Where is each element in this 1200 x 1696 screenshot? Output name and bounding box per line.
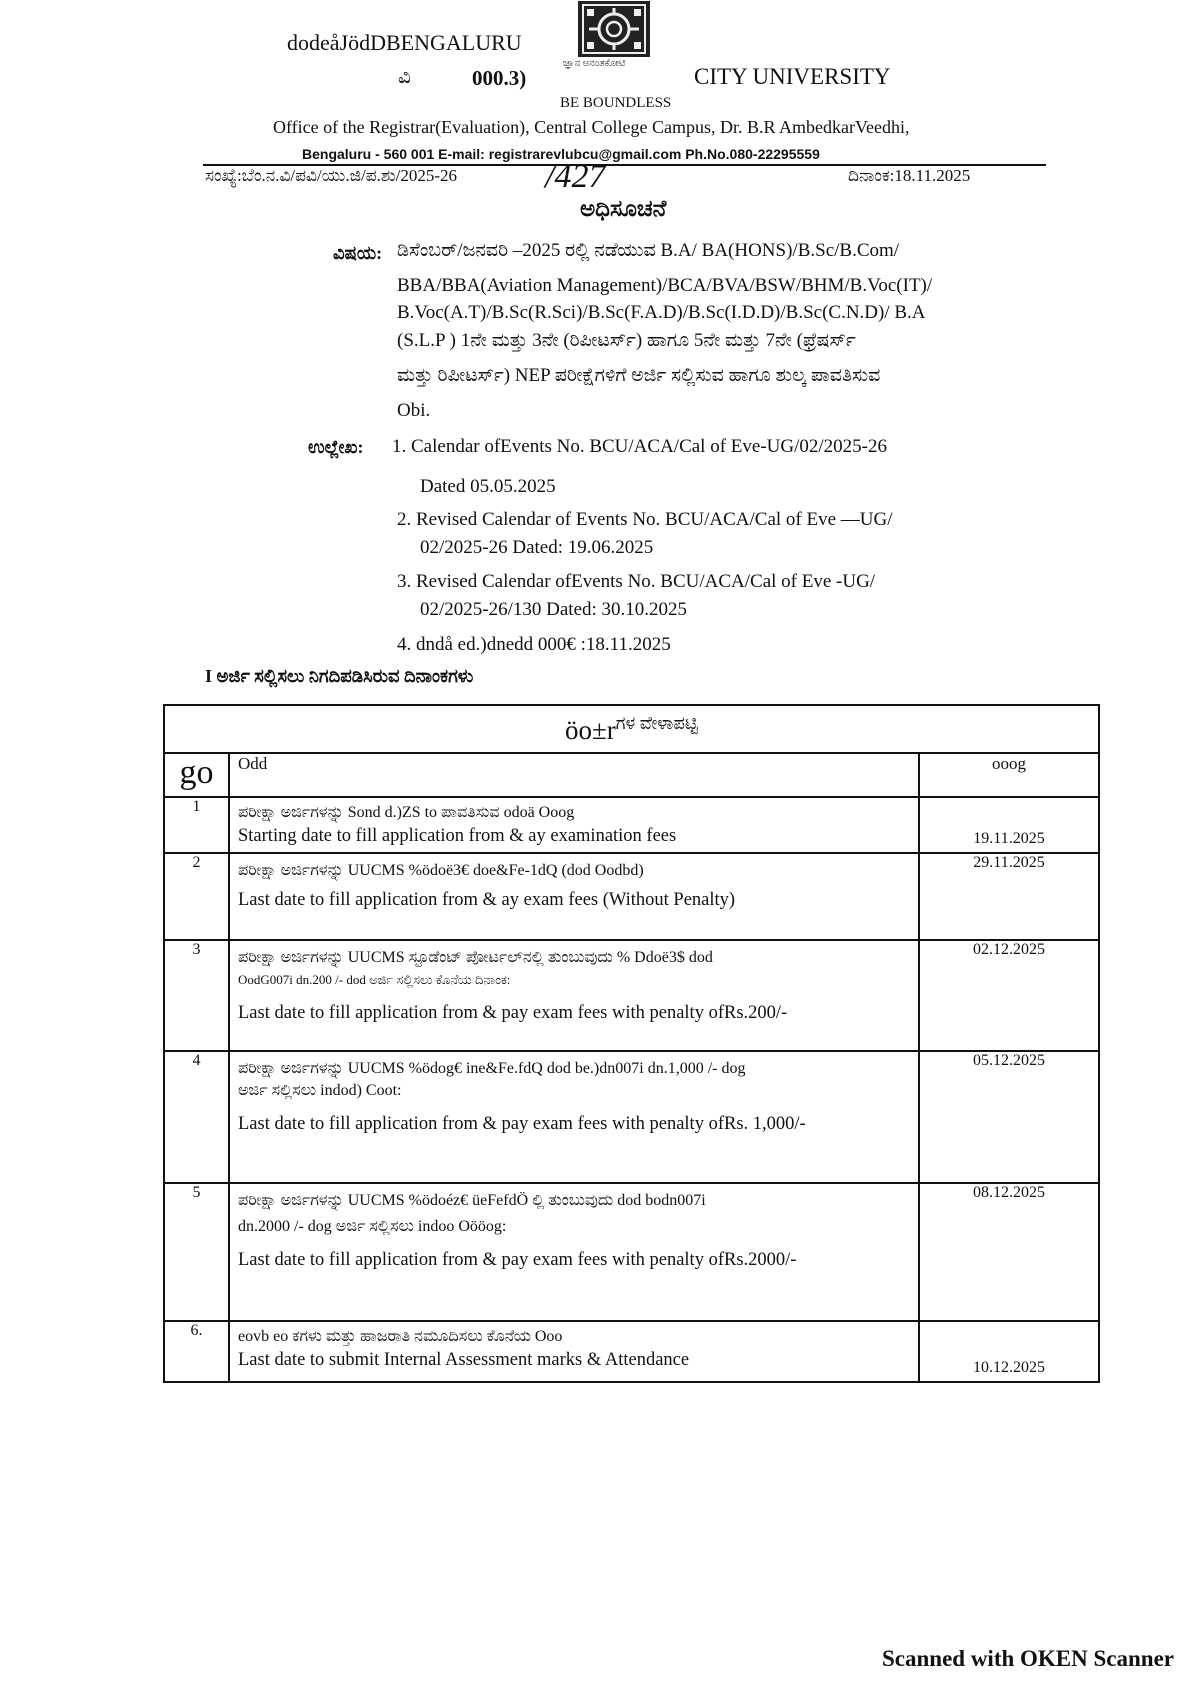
row-number: 2 [164, 853, 229, 940]
row-text-english: Last date to submit Internal Assessment marks & Attendance [238, 1350, 690, 1370]
row-text-kannada: ಪರೀಕ್ಷಾ ಅರ್ಜಿಗಳನ್ನು UUCMS %ödog€ ine&Fe.fdQ dod be.)dn007i dn.1,000 /- dog [238, 1060, 746, 1077]
table-row [164, 1051, 1099, 1183]
table-header-row [164, 753, 1099, 797]
subject-line: ಡಿಸೆಂಬರ್/ಜನವರಿ –2025 ರಲ್ಲಿ ನಡೆಯುವ B.A/ BA(HONS)/B.Sc/B.Com/ [397, 240, 900, 261]
row-text-kannada: ಅರ್ಜಿ ಸಲ್ಲಿಸಲು indod) Coot: [238, 1082, 402, 1099]
schedule-table [163, 704, 1100, 1383]
row-text-kannada: eovb eo ಕಗಳು ಮತ್ತು ಹಾಜರಾತಿ ನಮೂದಿಸಲು ಕೊನೆಯ Ooo [238, 1328, 563, 1345]
row-text-english: Last date to fill application from & pay exam fees with penalty ofRs.2000/- [238, 1250, 797, 1270]
row-description [229, 940, 919, 1051]
row-text-english: Last date to fill application from & pay exam fees with penalty ofRs.200/- [238, 1003, 788, 1023]
row-description [229, 1183, 919, 1321]
row-date: 19.11.2025 [919, 797, 1099, 853]
reference-number: ಸಂಖ್ಯೆ:ಬೆಂ.ನ.ವಿ/ಪವಿ/ಯು.ಜಿ/ಪ.ಶು/2025-26 [205, 166, 457, 185]
reference-item: 2. Revised Calendar of Events No. BCU/ACA/Cal of Eve —UG/ [397, 509, 893, 530]
table-row [164, 797, 1099, 853]
row-date: 10.12.2025 [919, 1321, 1099, 1382]
row-number: 3 [164, 940, 229, 1051]
reference-label: ಉಲ್ಲೇಖ: [308, 437, 364, 457]
handwritten-number: /427 [545, 158, 606, 195]
reference-item: 1. Calendar ofEvents No. BCU/ACA/Cal of Eve-UG/02/2025-26 [392, 436, 887, 457]
row-number: 5 [164, 1183, 229, 1321]
row-description [229, 797, 919, 853]
row-date: 29.11.2025 [919, 853, 1099, 940]
row-description [229, 853, 919, 940]
reference-item: 4. dndå ed.)dnedd 000€ :18.11.2025 [397, 634, 671, 655]
row-text-kannada: ಪರೀಕ್ಷಾ ಅರ್ಜಿಗಳನ್ನು UUCMS %ödoë3€ doe&Fe-1dQ (dod Oodbd) [238, 862, 644, 879]
column-header-date: ooog [919, 753, 1099, 797]
row-text-english: Starting date to fill application from & ay examination fees [238, 826, 677, 846]
reference-item: Dated 05.05.2025 [420, 476, 556, 497]
subject-line: Obi. [397, 400, 431, 421]
contact-line: Bengaluru - 560 001 E-mail: registrarevlubcu@gmail.com Ph.No.080-22295559 [302, 146, 820, 162]
subject-label: ವಿಷಯ: [333, 243, 383, 263]
reference-item: 02/2025-26 Dated: 19.06.2025 [420, 537, 654, 558]
subject-line: (S.L.P ) 1ನೇ ಮತ್ತು 3ನೇ (ರಿಪೀಟರ್ಸ್) ಹಾಗೂ 5ನೇ ಮತ್ತು 7ನೇ (ಫ್ರೆಷರ್ಸ್ [397, 330, 856, 351]
university-tagline: BE BOUNDLESS [560, 95, 672, 111]
table-caption-suffix: ಗಳ ವೇಳಾಪಟ್ಟಿ [615, 712, 698, 733]
table-row [164, 853, 1099, 940]
table-caption [164, 705, 1099, 753]
table-row [164, 1321, 1099, 1382]
row-number: 1 [164, 797, 229, 853]
subject-line: BBA/BBA(Aviation Management)/BCA/BVA/BSW/BHM/B.Voc(IT)/ [397, 275, 933, 296]
row-date: 08.12.2025 [919, 1183, 1099, 1321]
row-text-kannada: ಪರೀಕ್ಷಾ ಅರ್ಜಿಗಳನ್ನು Sond d.)ZS to ಪಾವತಿಸುವ odoä Ooog [238, 804, 575, 821]
table-row [164, 940, 1099, 1051]
row-text-kannada: ಪರೀಕ್ಷಾ ಅರ್ಜಿಗಳನ್ನು UUCMS ಸ್ಟೂಡೆಂಟ್ ಪೋರ್ಟಲ್‌ನಲ್ಲಿ ತುಂಬುವುದು % Ddoë3$ dod [238, 949, 713, 966]
row-date: 05.12.2025 [919, 1051, 1099, 1183]
row-number: 4 [164, 1051, 229, 1183]
row-text-english: Last date to fill application from & pay exam fees with penalty ofRs. 1,000/- [238, 1114, 806, 1134]
university-abbrev-kannada: ವಿ [398, 66, 411, 88]
reference-item: 02/2025-26/130 Dated: 30.10.2025 [420, 599, 688, 620]
section-heading: I ಅರ್ಜಿ ಸಲ್ಲಿಸಲು ನಿಗದಿಪಡಿಸಿರುವ ದಿನಾಂಕಗಳು [205, 666, 474, 686]
table-caption-prefix: öo±r [564, 714, 616, 745]
reference-item: 3. Revised Calendar ofEvents No. BCU/ACA/Cal of Eve -UG/ [397, 571, 876, 592]
logo-motto: ಜ್ಞಾನ ಅನಂತಕೋಟಿ [563, 58, 626, 69]
row-description [229, 1051, 919, 1183]
notification-title: ಅಧಿಸೂಚನೆ [580, 196, 667, 221]
university-code: 000.3) [472, 66, 527, 90]
subject-line: B.Voc(A.T)/B.Sc(R.Sci)/B.Sc(F.A.D)/B.Sc(I.D.D)/B.Sc(C.N.D)/ B.A [397, 302, 926, 323]
row-description [229, 1321, 919, 1382]
column-header-number: go [164, 753, 229, 797]
university-name-kannada: dodeåJödDBENGALURU [287, 30, 522, 55]
scanner-watermark: Scanned with OKEN Scanner [881, 1646, 1174, 1671]
row-text-english: Last date to fill application from & ay exam fees (Without Penalty) [238, 890, 736, 910]
university-logo-icon [577, 0, 651, 58]
office-address: Office of the Registrar(Evaluation), Central College Campus, Dr. B.R AmbedkarVeedhi, [273, 117, 910, 137]
row-text-kannada: dn.2000 /- dog ಅರ್ಜಿ ಸಲ್ಲಿಸಲು indoo Oööog: [238, 1218, 507, 1235]
subject-line: ಮತ್ತು ರಿಪೀಟರ್ಸ್) NEP ಪರೀಕ್ಷೆಗಳಿಗೆ ಅರ್ಜಿ ಸಲ್ಲಿಸುವ ಹಾಗೂ ಶುಲ್ಕ ಪಾವತಿಸುವ [397, 365, 881, 386]
row-text-kannada: ಪರೀಕ್ಷಾ ಅರ್ಜಿಗಳನ್ನು UUCMS %ödoéz€ üeFefdÖ ಲ್ಲಿ ತುಂಬುವುದು dod bodn007i [238, 1192, 706, 1209]
row-number: 6. [164, 1321, 229, 1382]
university-name-english: CITY UNIVERSITY [694, 64, 891, 89]
notification-date: ದಿನಾಂಕ:18.11.2025 [848, 166, 971, 185]
column-header-description: Odd [229, 753, 919, 797]
table-row [164, 1183, 1099, 1321]
row-text-kannada: OodG007i dn.200 /- dod ಅರ್ಜಿ ಸಲ್ಲಿಸಲು ಕೊನೆಯ ದಿನಾಂಕ: [238, 972, 511, 987]
row-date: 02.12.2025 [919, 940, 1099, 1051]
